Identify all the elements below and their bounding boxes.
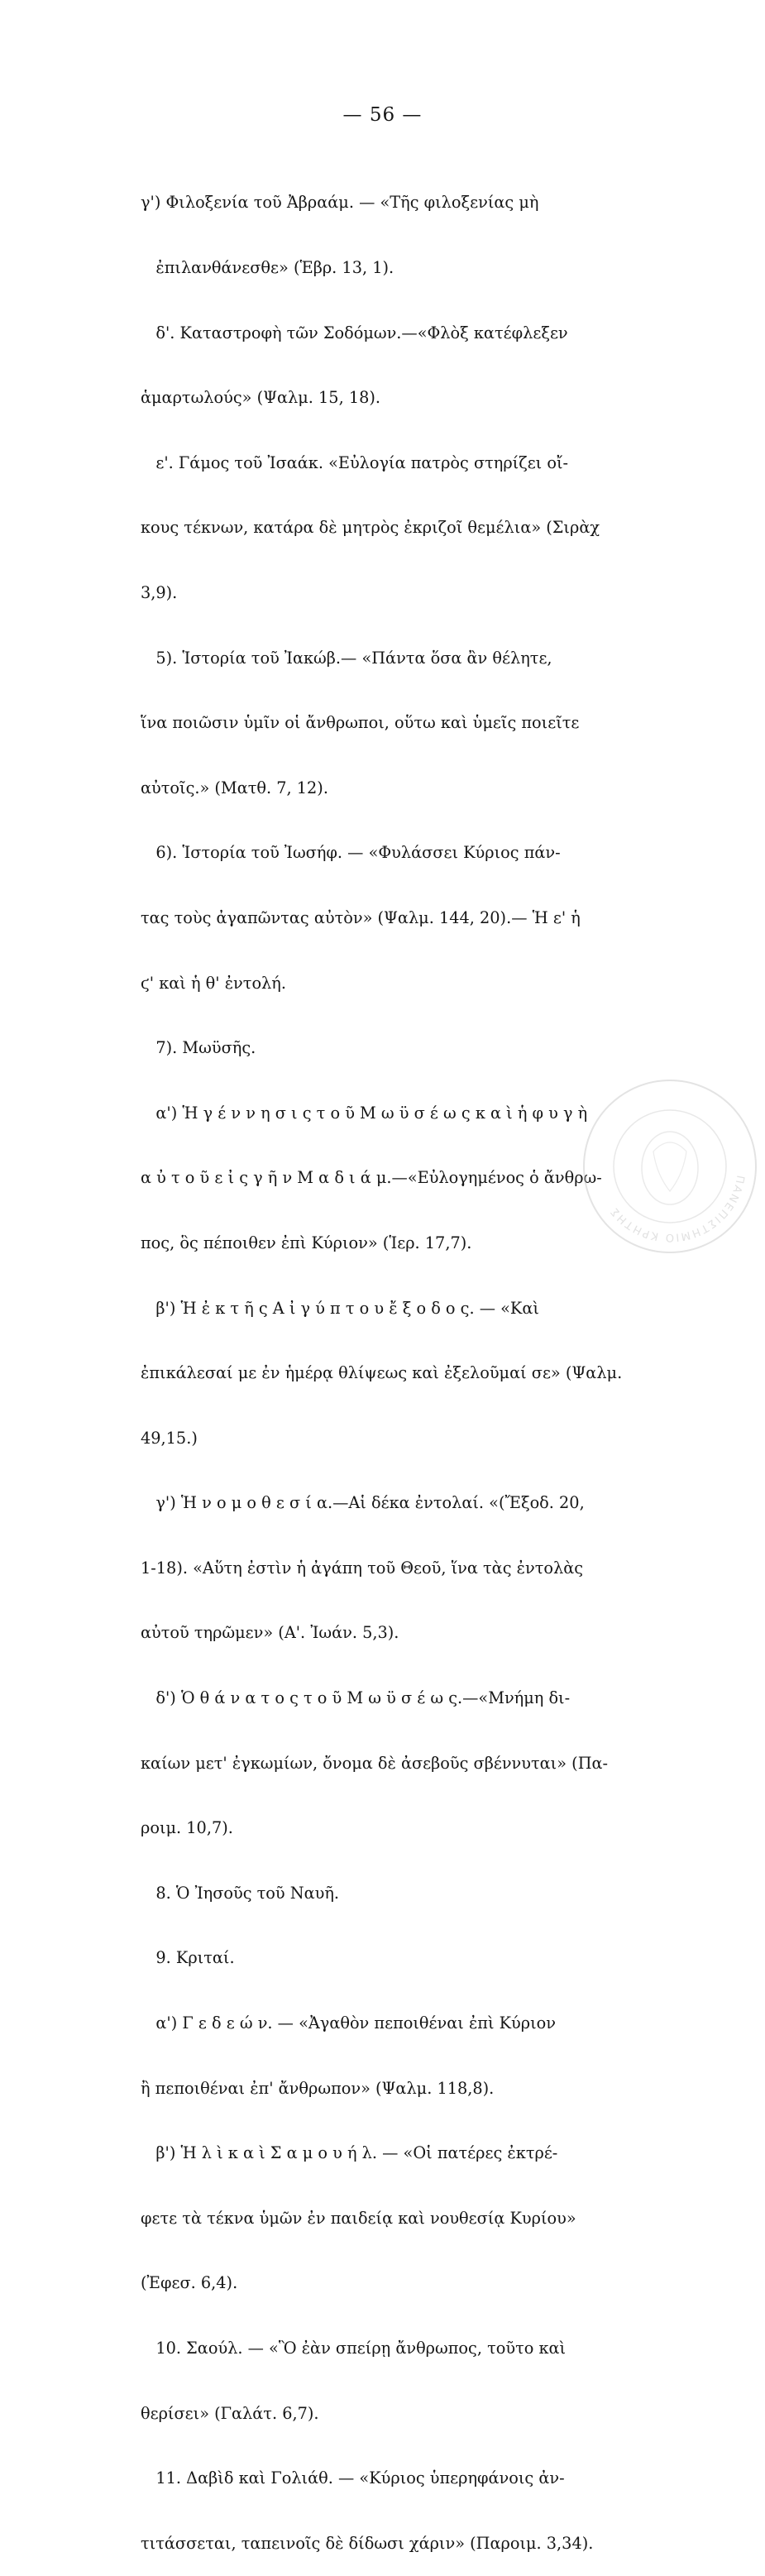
text-line: 8. Ὁ Ἰησοῦς τοῦ Ναυῆ. — [141, 1883, 340, 1903]
text-line: τιτάσσεται, ταπεινοῖς δὲ δίδωσι χάριν» (Παροιμ. 3,34). — [141, 2533, 594, 2553]
text-line: 10. Σαούλ. — «Ὃ ἐὰν σπείρῃ ἄνθρωπος, τοῦτο καὶ — [141, 2339, 567, 2358]
text-line: α') Γ ε δ ε ώ ν. — «Ἀγαθὸν πεποιθέναι ἐπὶ Κύριον — [141, 2013, 556, 2033]
text-line: ροιμ. 10,7). — [141, 1818, 233, 1838]
text-line: 3,9). — [141, 582, 178, 602]
text-line: 7). Μωϋσῆς. — [141, 1038, 256, 1058]
text-line: ἢ πεποιθέναι ἐπ' ἄνθρωπον» (Ψαλμ. 118,8). — [141, 2078, 495, 2098]
text-line: α ὐ τ ο ῦ ε ἰ ς γ ῆ ν Μ α δ ι ά μ.—«Εὐλογημένος ὁ ἄνθρω- — [141, 1168, 602, 1188]
text-line: πος, ὃς πέποιθεν ἐπὶ Κύριον» (Ἱερ. 17,7). — [141, 1233, 472, 1252]
text-line: 5). Ἱστορία τοῦ Ἰακώβ.— «Πάντα ὅσα ἂν θέλητε, — [141, 648, 552, 668]
body-text — [141, 149, 678, 2576]
text-line: 1-18). «Αὕτη ἐστὶν ἡ ἀγάπη τοῦ Θεοῦ, ἵνα τὰς ἐντολὰς — [141, 1558, 584, 1578]
text-line: α') Ἡ γ έ ν ν η σ ι ς τ ο ῦ Μ ω ϋ σ έ ω ς κ α ὶ ἡ φ υ γ ὴ — [141, 1103, 588, 1123]
page-number: — 56 — — [342, 104, 423, 126]
svg-text:ΠΑΝΕΠΙΣΤΗΜΙΟ ΚΡΗΤΗΣ: ΠΑΝΕΠΙΣΤΗΜΙΟ ΚΡΗΤΗΣ — [607, 1174, 747, 1244]
text-line: 11. Δαβὶδ καὶ Γολιάθ. — «Κύριος ὑπερηφάνοις ἀν- — [141, 2468, 565, 2488]
text-line: δ'. Καταστροφὴ τῶν Σοδόμων.—«Φλὸξ κατέφλεξεν — [141, 323, 568, 342]
text-line: β') Ἡ λ ὶ κ α ὶ Σ α μ ο υ ή λ. — «Οἱ πατέρες ἐκτρέ- — [141, 2143, 558, 2163]
text-line: γ') Φιλοξενία τοῦ Ἀβραάμ. — «Τῆς φιλοξενίας μὴ — [141, 193, 539, 213]
text-line: ε'. Γάμος τοῦ Ἰσαάκ. «Εὐλογία πατρὸς στηρίζει οἴ- — [141, 452, 569, 472]
text-line: 49,15.) — [141, 1428, 198, 1448]
text-line: γ') Ἡ ν ο μ ο θ ε σ ί α.—Αἱ δέκα ἐντολαί. «(Ἔξοδ. 20, — [141, 1493, 585, 1513]
text-line: αὐτοῦ τηρῶμεν» (Α'. Ἰωάν. 5,3). — [141, 1623, 399, 1643]
text-line: τας τοὺς ἀγαπῶντας αὐτὸν» (Ψαλμ. 144, 20).— Ἡ ε' ἡ — [141, 907, 581, 927]
text-line: ἵνα ποιῶσιν ὑμῖν οἱ ἄνθρωποι, οὕτω καὶ ὑμεῖς ποιεῖτε — [141, 713, 580, 733]
text-line: (Ἐφεσ. 6,4). — [141, 2273, 238, 2293]
text-line: ϛ' καὶ ἡ θ' ἐντολή. — [141, 973, 286, 993]
text-line: θερίσει» (Γαλάτ. 6,7). — [141, 2403, 319, 2423]
text-line: ἁμαρτωλούς» (Ψαλμ. 15, 18). — [141, 388, 381, 408]
text-line: αὐτοῖς.» (Ματθ. 7, 12). — [141, 778, 328, 797]
text-line: ἐπικάλεσαί με ἐν ἡμέρᾳ θλίψεως καὶ ἐξελοῦμαί σε» (Ψαλμ. — [141, 1363, 623, 1383]
text-line: ἐπιλανθάνεσθε» (Ἑβρ. 13, 1). — [141, 258, 394, 277]
text-line: κους τέκνων, κατάρα δὲ μητρὸς ἐκριζοῖ θεμέλια» (Σιρὰχ — [141, 518, 600, 538]
text-line: 6). Ἱστορία τοῦ Ἰωσήφ. — «Φυλάσσει Κύριος πάν- — [141, 843, 561, 863]
text-line: δ') Ὁ θ ά ν α τ ο ς τ ο ῦ Μ ω ϋ σ έ ω ς.—«Μνήμη δι- — [141, 1688, 571, 1708]
text-line: β') Ἡ ἐ κ τ ῆ ς Α ἰ γ ύ π τ ο υ ἔ ξ ο δ ο ς. — «Καὶ — [141, 1298, 539, 1318]
text-line: 9. Κριταί. — [141, 1948, 235, 1968]
text-line: φετε τὰ τέκνα ὑμῶν ἐν παιδείᾳ καὶ νουθεσίᾳ Κυρίου» — [141, 2208, 576, 2228]
university-seal-watermark — [579, 1075, 761, 1257]
text-line: καίων μετ' ἐγκωμίων, ὄνομα δὲ ἀσεβοῦς σβέννυται» (Πα- — [141, 1753, 609, 1773]
